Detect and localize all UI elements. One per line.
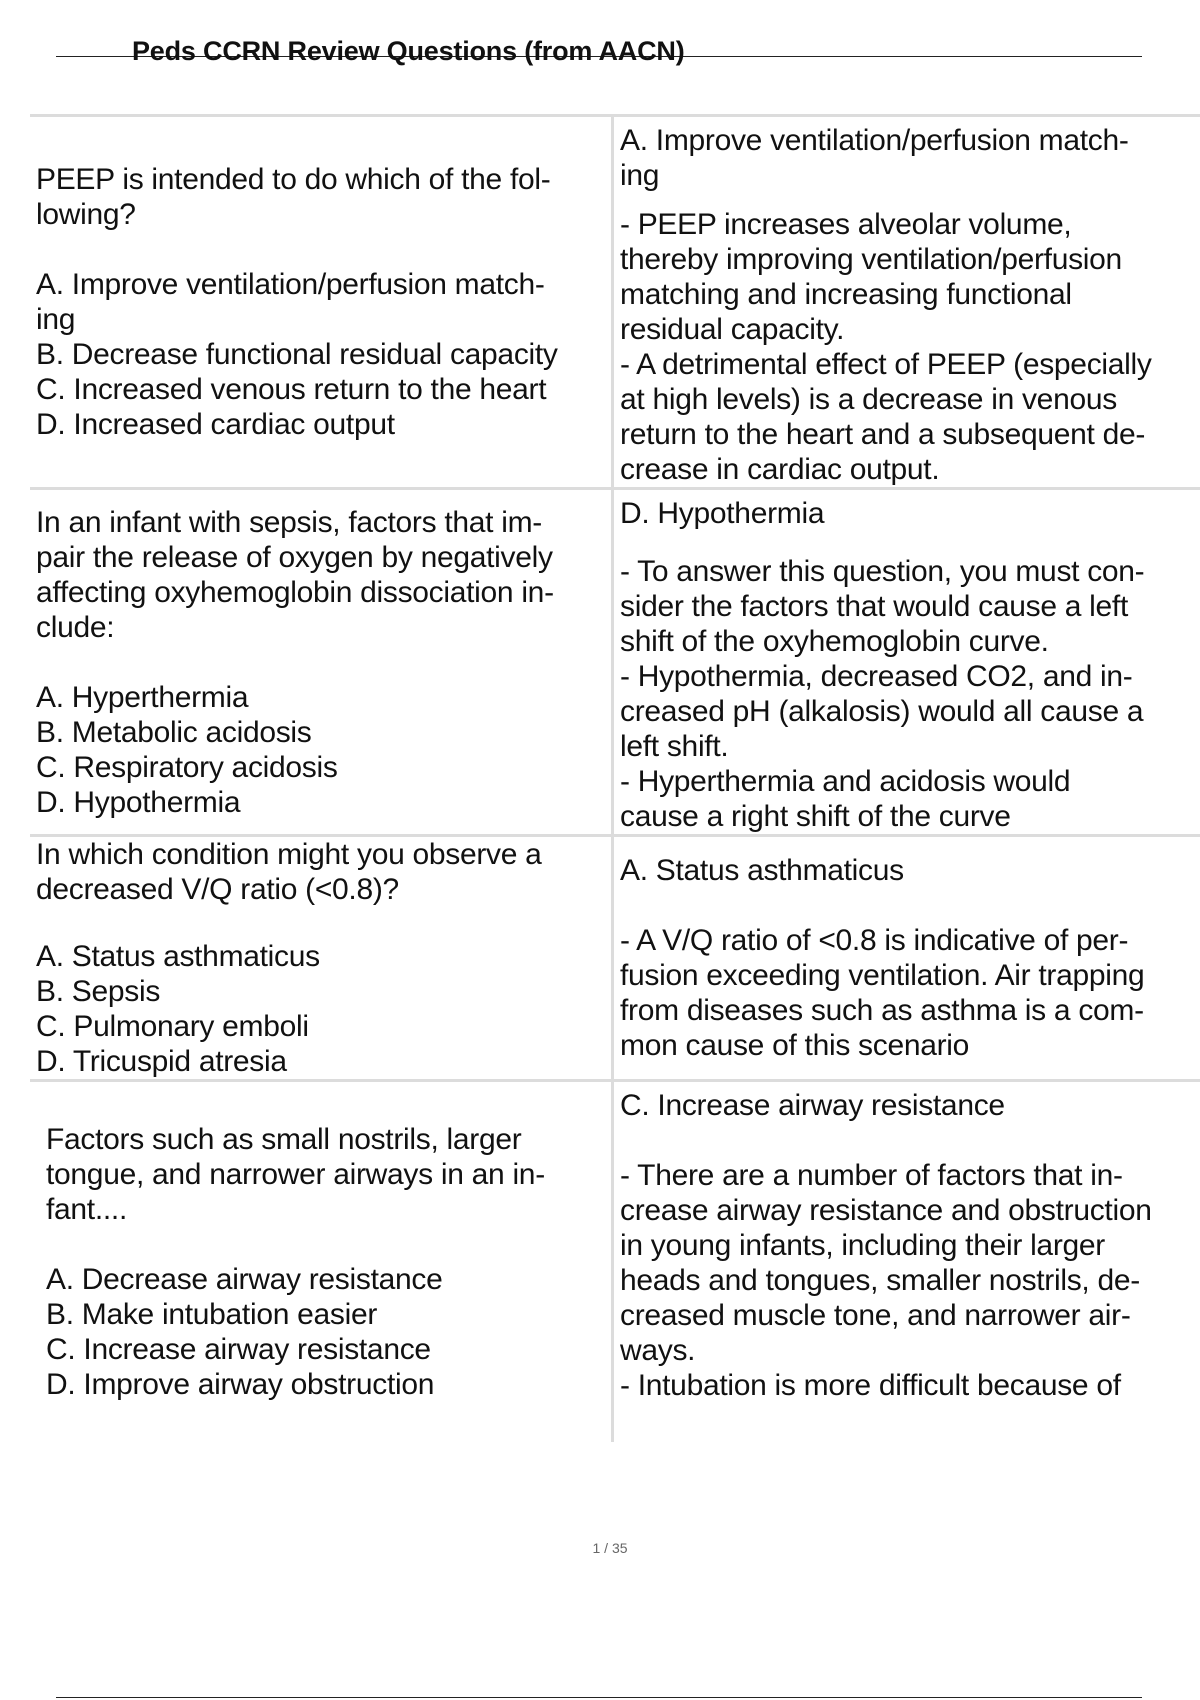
flashcard-row [30, 487, 1200, 834]
text-line: creased muscle tone, and narrower air- [620, 1299, 1131, 1332]
text-line: at high levels) is a decrease in venous [620, 383, 1117, 416]
text-line: clude: [36, 610, 115, 644]
text-line: - PEEP increases alveolar volume, [620, 208, 1072, 241]
text-line: C. Increase airway resistance [620, 1089, 1005, 1122]
spacer [36, 907, 608, 939]
text-line: C. Increased venous return to the heart [36, 373, 547, 406]
text-line: - A detrimental effect of PEEP (especially [620, 348, 1152, 381]
text-line: ing [620, 159, 660, 192]
text-line: A. Status asthmaticus [36, 940, 320, 973]
text-line: left shift. [620, 730, 729, 763]
text-line: fant.... [46, 1193, 127, 1226]
text-line: In which condition might you observe a [36, 838, 542, 871]
text-line: lowing? [36, 198, 136, 231]
spacer [620, 531, 1200, 554]
spacer [620, 1123, 1200, 1158]
text-line: A. Hyperthermia [36, 680, 249, 714]
text-line: - To answer this question, you must con- [620, 555, 1145, 588]
text-line: in young infants, including their larger [620, 1229, 1105, 1262]
text-line: In an infant with sepsis, factors that im- [36, 505, 542, 539]
text-line: D. Tricuspid atresia [36, 1045, 287, 1078]
flashcard-row [30, 114, 1200, 487]
text-line: affecting oxyhemoglobin dissociation in- [36, 575, 554, 609]
text-line: creased pH (alkalosis) would all cause a [620, 695, 1144, 728]
text-line: B. Sepsis [36, 975, 161, 1008]
column-divider [611, 490, 614, 834]
text-line: residual capacity. [620, 313, 845, 346]
answer-cell [620, 1082, 1200, 1442]
text-line: cause a right shift of the curve [620, 800, 1011, 833]
question-cell [36, 490, 608, 834]
answer-cell [620, 837, 1200, 1079]
text-line: sider the factors that would cause a left [620, 590, 1128, 623]
text-line: matching and increasing functional [620, 278, 1072, 311]
text-line: C. Increase airway resistance [46, 1333, 431, 1366]
text-line: A. Improve ventilation/perfusion match- [36, 268, 545, 301]
text-line: crease in cardiac output. [620, 453, 940, 486]
text-line: decreased V/Q ratio (<0.8)? [36, 873, 399, 906]
footer-rule [56, 1697, 1142, 1698]
text-line: C. Respiratory acidosis [36, 750, 338, 784]
question-cell [36, 117, 608, 487]
text-line: return to the heart and a subsequent de- [620, 418, 1146, 451]
text-line: heads and tongues, smaller nostrils, de- [620, 1264, 1140, 1297]
text-line: tongue, and narrower airways in an in- [46, 1158, 545, 1191]
column-divider [611, 837, 614, 1079]
answer-cell [620, 490, 1200, 834]
flashcard-row [30, 834, 1200, 1079]
spacer [36, 232, 608, 267]
flashcard-row [30, 1079, 1200, 1442]
spacer [620, 888, 1200, 923]
text-line: ways. [620, 1334, 696, 1367]
text-line: - There are a number of factors that in- [620, 1159, 1123, 1192]
text-line: A. Improve ventilation/perfusion match- [620, 124, 1129, 157]
page-number: 1 / 35 [592, 1540, 628, 1556]
text-line: B. Make intubation easier [46, 1298, 378, 1331]
text-line: - Hyperthermia and acidosis would [620, 765, 1071, 798]
text-line: Factors such as small nostrils, larger [46, 1123, 522, 1156]
text-line: D. Increased cardiac output [36, 408, 395, 441]
text-line: C. Pulmonary emboli [36, 1010, 309, 1043]
text-line: B. Metabolic acidosis [36, 715, 312, 749]
text-line: pair the release of oxygen by negatively [36, 540, 553, 574]
column-divider [611, 117, 614, 487]
spacer [620, 193, 1200, 207]
text-line: A. Status asthmaticus [620, 854, 904, 887]
spacer [46, 1227, 618, 1262]
text-line: shift of the oxyhemoglobin curve. [620, 625, 1049, 658]
text-line: from diseases such as asthma is a com- [620, 994, 1144, 1027]
text-line: - Intubation is more difficult because of [620, 1369, 1121, 1402]
text-line: thereby improving ventilation/perfusion [620, 243, 1122, 276]
question-cell [36, 837, 608, 1079]
answer-cell [620, 117, 1200, 487]
text-line: D. Improve airway obstruction [46, 1368, 435, 1401]
text-line: mon cause of this scenario [620, 1029, 970, 1062]
text-line: crease airway resistance and obstruction [620, 1194, 1152, 1227]
document-title: Peds CCRN Review Questions (from AACN) [132, 36, 685, 66]
text-line: - A V/Q ratio of <0.8 is indicative of per- [620, 924, 1129, 957]
text-line: - Hypothermia, decreased CO2, and in- [620, 660, 1133, 693]
text-line: B. Decrease functional residual capacity [36, 338, 558, 371]
flashcard-table [30, 114, 1200, 1442]
text-line: PEEP is intended to do which of the fol- [36, 163, 551, 196]
text-line: D. Hypothermia [36, 785, 241, 819]
column-divider [611, 1082, 614, 1442]
question-cell [46, 1082, 618, 1442]
text-line: A. Decrease airway resistance [46, 1263, 443, 1296]
spacer [36, 645, 608, 680]
text-line: fusion exceeding ventilation. Air trapping [620, 959, 1145, 992]
text-line: ing [36, 303, 76, 336]
text-line: D. Hypothermia [620, 497, 825, 530]
